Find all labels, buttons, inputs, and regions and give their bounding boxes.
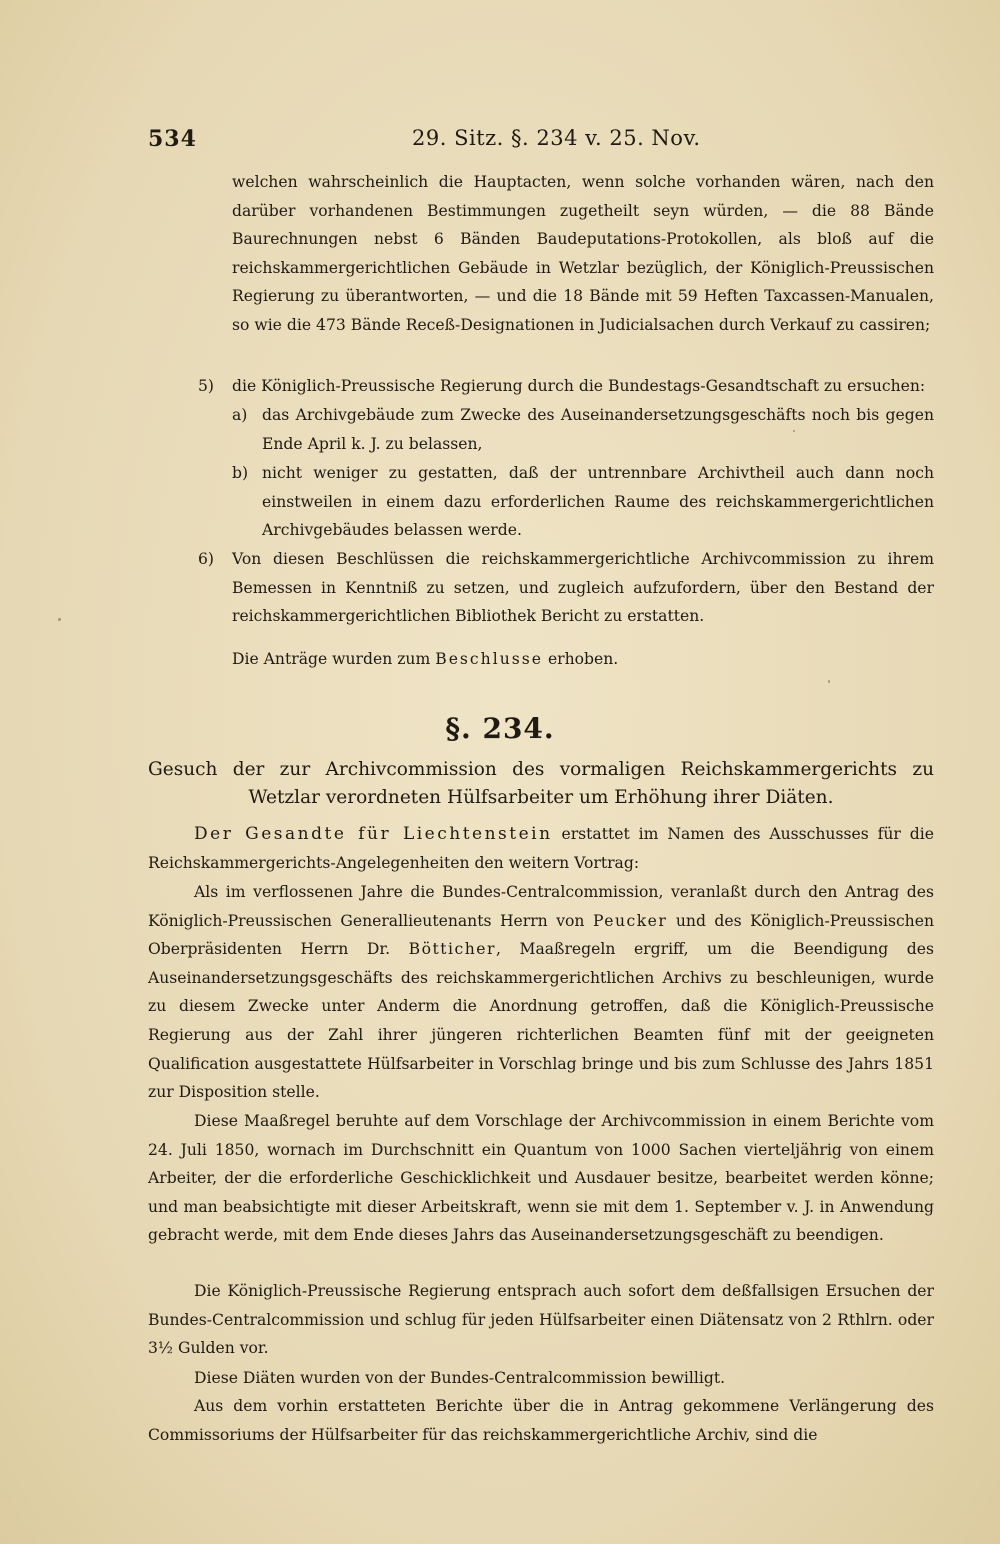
- list-item: [198, 545, 934, 631]
- resolution-keyword: Beschlusse: [435, 650, 543, 668]
- page-header: [148, 126, 948, 166]
- body-paragraph: Diese Diäten wurden von der Bundes-Centralcommission bewilligt.: [194, 1369, 726, 1387]
- item-number: 5): [198, 377, 215, 395]
- item-text: nicht weniger zu gestatten, daß der untrennbare Archivtheil auch dann noch einstweilen in einem dazu erforderlichen Raume des reichskammergerichtlichen Archivgebäudes belassen werde.: [262, 464, 934, 540]
- paper-speck: [828, 680, 830, 683]
- body-paragraph: Aus dem vorhin erstatteten Berichte über die in Antrag gekommene Verlängerung des Commissoriums der Hülfsarbeiter für das reichskammergerichtliche Archiv, sind die: [148, 1397, 934, 1444]
- item-text: Von diesen Beschlüssen die reichskammergerichtliche Archivcommission zu ihrem Bemessen in Kenntniß zu setzen, und zugleich aufzufordern, über den Bestand der reichskammergerichtlichen Bibliothek Bericht zu erstatten.: [232, 550, 934, 626]
- page-number: 534: [148, 126, 197, 152]
- list-item: [198, 372, 934, 401]
- resolution-line: [232, 645, 618, 674]
- section-heading: §. 234.: [445, 712, 555, 745]
- paragraph-text: und des Königlich-Preussischen Oberpräsidenten Herrn Dr.: [148, 911, 935, 959]
- paragraph-text: , Maaßregeln ergriff, um die Beendigung des Auseinandersetzungsgeschäfts des reichskammergerichtlichen Archivs zu beschleunigen, wurde zu diesem Zwecke unter Anderm die Anordnung getroffen, daß die Königlich-Preussische Regierung aus der Zahl ihrer jüngeren richterlichen Beamten fünf mit der geeigneten Qualification ausgestattete Hülfsarbeiter in Vorschlag bringe und bis zum Schlusse des Jahrs 1851 zur Disposition stelle.: [148, 940, 934, 1102]
- paper-speck: [793, 430, 795, 432]
- paragraph-text: Als im verflossenen Jahre die Bundes-Centralcommission, veranlaßt durch den Antrag des Königlich-Preussischen Generallieutenants Herrn von: [148, 883, 934, 930]
- paragraph-text: erstattet im Namen des Ausschusses für die Reichskammergerichts-Angelegenheiten den weitern Vortrag:: [148, 825, 934, 872]
- person-name: Peucker: [592, 911, 668, 930]
- paper-speck: [58, 618, 61, 621]
- resolution-suffix: erhoben.: [547, 650, 619, 668]
- person-name: Bötticher: [408, 940, 496, 959]
- continuation-paragraph: welchen wahrscheinlich die Hauptacten, wenn solche vorhanden wären, nach den darüber vorhandenen Bestimmungen zugetheilt seyn würden, — die 88 Bände Baurechnungen nebst 6 Bänden Baudeputations-Protokollen, als bloß auf die reichskammergerichtlichen Gebäude in Wetzlar bezüglich, der Königlich-Preussischen Regierung zu überantworten, — und die 18 Bände mit 59 Heften Taxcassen-Manualen, so wie die 473 Bände Receß-Designationen in Judicialsachen durch Verkauf zu cassiren;: [232, 173, 934, 334]
- running-head: 29. Sitz. §. 234 v. 25. Nov.: [412, 126, 701, 150]
- item-number: b): [232, 464, 249, 482]
- section-title: Gesuch der zur Archivcommission des vormaligen Reichskammergerichts zu Wetzlar verordneten Hülfsarbeiter um Erhöhung ihrer Diäten.: [148, 759, 934, 808]
- list-item: [232, 401, 934, 458]
- item-number: 6): [198, 550, 215, 568]
- body-paragraph: Diese Maaßregel beruhte auf dem Vorschlage der Archivcommission in einem Berichte vom 24. Juli 1850, wornach im Durchschnitt ein Quantum von 1000 Sachen vierteljährig von einem Arbeiter, der die erforderliche Geschicklichkeit und Ausdauer besitze, bearbeitet werden könne; und man beabsichtigte mit dieser Arbeitskraft, wenn sie mit dem 1. September v. J. in Anwendung gebracht werde, mit dem Ende dieses Jahrs das Auseinandersetzungsgeschäft zu beendigen.: [148, 1112, 934, 1245]
- item-number: a): [232, 406, 248, 424]
- item-text: die Königlich-Preussische Regierung durch die Bundestags-Gesandtschaft zu ersuchen:: [232, 377, 926, 395]
- envoy-name: Der Gesandte für Liechtenstein: [194, 824, 553, 844]
- body-paragraph: Die Königlich-Preussische Regierung entsprach auch sofort dem deßfallsigen Ersuchen der Bundes-Centralcommission und schlug für jeden Hülfsarbeiter einen Diätensatz von 2 Rthlrn. oder 3½ Gulden vor.: [148, 1282, 934, 1358]
- list-item: [232, 459, 934, 545]
- body-paragraph: [148, 820, 934, 877]
- resolution-prefix: Die Anträge wurden zum: [232, 650, 431, 668]
- item-text: das Archivgebäude zum Zwecke des Auseinandersetzungsgeschäfts noch bis gegen Ende April k. J. zu belassen,: [262, 406, 934, 453]
- body-paragraph: [148, 878, 934, 1107]
